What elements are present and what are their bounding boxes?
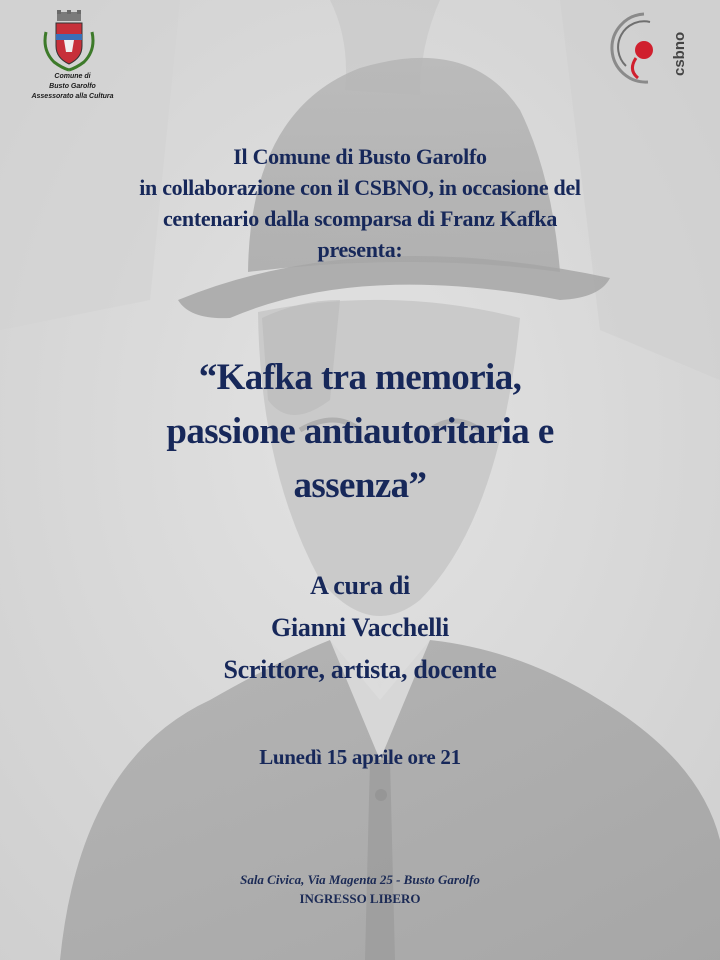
busto-garolfo-coat-of-arms-icon — [42, 10, 96, 72]
venue-block — [0, 870, 720, 908]
csbno-logo-text: csbno — [671, 31, 688, 76]
municipality-caption-line: Comune di — [54, 73, 91, 80]
event-date-time — [0, 742, 720, 772]
municipality-caption-line: Assessorato alla Cultura — [31, 93, 114, 100]
event-title-line: “Kafka tra memoria, — [198, 357, 522, 398]
municipality-caption — [0, 72, 145, 102]
event-title-line: passione antiautoritaria e — [166, 411, 554, 452]
curator-block — [0, 565, 720, 691]
csbno-logo-icon — [598, 8, 694, 90]
intro-line: Il Comune di Busto Garolfo — [233, 144, 487, 169]
curator-name: Gianni Vacchelli — [271, 613, 449, 642]
intro-line: in collaborazione con il CSBNO, in occasione del — [139, 175, 581, 200]
venue-address: Sala Civica, Via Magenta 25 - Busto Garolfo — [240, 872, 480, 887]
event-title — [0, 351, 720, 513]
curator-role: Scrittore, artista, docente — [223, 655, 497, 684]
event-date-time-text: Lunedì 15 aprile ore 21 — [259, 745, 461, 769]
intro-text — [0, 141, 720, 265]
intro-line: centenario dalla scomparsa di Franz Kafka — [162, 206, 558, 231]
curator-line: A cura di — [310, 571, 410, 600]
intro-line: presenta: — [317, 237, 403, 262]
event-title-line: assenza” — [293, 465, 427, 506]
admission-text: INGRESSO LIBERO — [299, 891, 421, 906]
municipality-caption-line: Busto Garolfo — [49, 83, 96, 90]
